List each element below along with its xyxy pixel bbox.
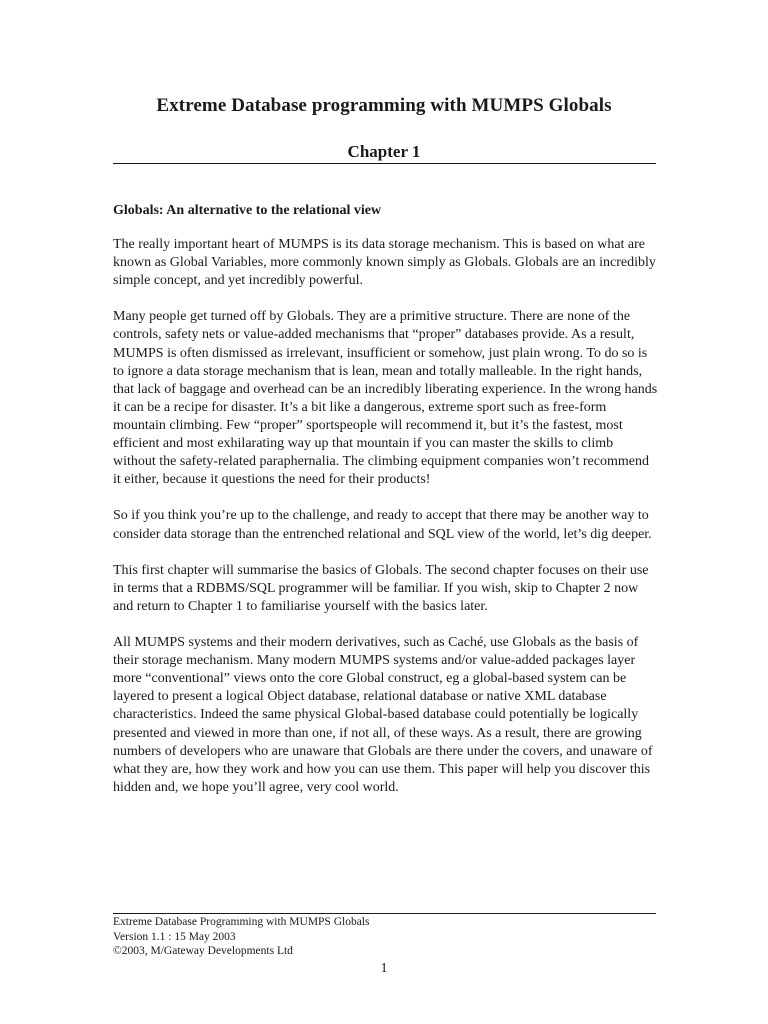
paragraph-2: Many people get turned off by Globals. They are a primitive structure. There are none of the controls, safety nets or value-added mechanisms that “proper” databases provide. As a result, MUMPS is often dismissed as irrelevant, insufficient or somehow, just plain wrong. To do so is to ignore a data storage mechanism that is lean, mean and totally malleable. In the right hands, that lack of baggage and overhead can be an incredibly liberating experience. In the wrong hands it can be a recipe for disaster. It’s a bit like a dangerous, extreme sport such as free-form mountain climbing. Few “proper” sportspeople will recommend it, but it’s the fastest, most efficient and most exhilarating way up that mountain if you can master the skills to climb without the safety-related paraphernalia. The climbing equipment companies won’t recommend it either, because it questions the need for their products! [113,309,658,488]
footer-title: Extreme Database Programming with MUMPS Globals [113,916,370,928]
page-number: 1 [380,961,388,976]
document-title: Extreme Database programming with MUMPS Globals [156,95,612,116]
paragraph-4: This first chapter will summarise the basics of Globals. The second chapter focuses on their use in terms that a RDBMS/SQL programmer will be familiar. If you wish, skip to Chapter 2 now and return to Chapter 1 to familiarise yourself with the basics later. [113,562,649,614]
chapter-heading: Chapter 1 [347,142,421,161]
body-text [113,236,658,815]
paragraph-5: All MUMPS systems and their modern derivatives, such as Caché, use Globals as the basis of their storage mechanism. Many modern MUMPS systems and/or value-added packages layer more “conventional” views onto the core Global construct, eg a global-based system can be layered to present a logical Object database, relational database or native XML database characteristics. Indeed the same physical Global-based database could potentially be logically presented and viewed in more than one, if not all, of these ways. As a result, there are growing numbers of developers who are unaware that Globals are there under the covers, and unaware of what they are, how they work and how you can use them. This paper will help you discover this hidden and, we hope you’ll agree, very cool world. [113,635,653,795]
header-divider [113,163,656,164]
footer-copyright: ©2003, M/Gateway Developments Ltd [113,945,293,958]
paragraph-1: The really important heart of MUMPS is its data storage mechanism. This is based on what are known as Global Variables, more commonly known simply as Globals. Globals are an incredibly simple concept, and yet incredibly powerful. [113,237,656,289]
footer-version: Version 1.1 : 15 May 2003 [113,930,236,943]
paragraph-3: So if you think you’re up to the challenge, and ready to accept that there may be another way to consider data storage than the entrenched relational and SQL view of the world, let’s dig deeper. [113,508,652,542]
footer-divider [113,913,656,914]
page-footer [113,915,369,959]
section-heading: Globals: An alternative to the relational view [113,203,382,218]
